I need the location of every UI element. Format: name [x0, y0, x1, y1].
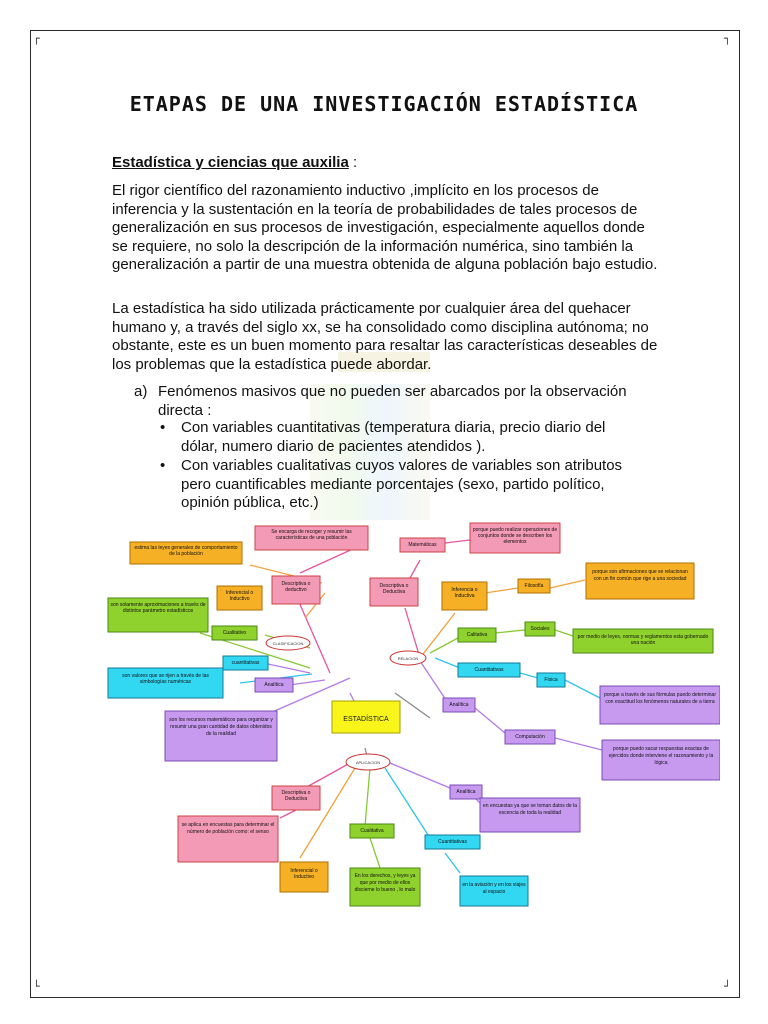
- node-analitica3-label: Analítica: [456, 789, 476, 795]
- node-calitativa-label: Calitativa: [466, 632, 488, 638]
- list-item-text: Fenómenos masivos que no pueden ser abarcados por la observación directa :: [158, 383, 627, 419]
- node-cuantitativas2-label: Cuantitativas: [474, 667, 504, 673]
- list-marker: a): [134, 383, 148, 400]
- node-operaciones-label: porque puedo realizar operaciones de conjuntos donde se describen los elementos: [472, 527, 558, 545]
- bullet-icon: •: [160, 457, 166, 474]
- node-recursos-label: son los recursos matemáticos para organizar y resumir una gran cantidad de datos obtenidos de la realidad: [169, 717, 273, 737]
- corner-ornament-top-right: ┐: [724, 32, 731, 45]
- paragraph-1: El rigor científico del razonamiento inductivo ,implícito en los procesos de inferencia y la sustentación en la teoría de probabilidades de tales procesos de generalización en sus procesos de investigación, especialmente aquellos donde se requiere, no solo la descripción de la información numérica, sino también la generalización a partir de una muestra obtenida de alguna población bajo estudio.: [112, 182, 658, 273]
- node-descriptiva2-label: Descriptiva o Deductiva: [379, 583, 409, 595]
- node-descriptiva3-label: Descriptiva o Deductiva: [281, 790, 311, 802]
- paragraph-2: La estadística ha sido utilizada prácticamente por cualquier área del quehacer humano y, a través del siglo xx, se ha consolidado como disciplina autónoma; no obstante, este es un buen momento para resaltar las características deseables de los problemas que la estadística puede abordar.: [112, 300, 658, 373]
- node-cuantitativas1-label: cuantitativas: [231, 660, 260, 666]
- bullet-icon: •: [160, 419, 166, 436]
- node-respuestas-label: porque puedo sacar respuestas exactas de ejercidos donde interviene el razonamiento y la lógica: [608, 746, 714, 766]
- center-label: ESTADÍSTICA: [343, 716, 389, 723]
- bullet-text: Con variables cuantitativas (temperatura diaria, precio diario del dólar, numero diario de pacientes atendidos ).: [181, 419, 606, 455]
- concept-map: [100, 518, 720, 908]
- node-encuestas1-label: se aplica en encuestas para determinar el número de población como: el senso: [181, 822, 275, 835]
- bullet-item: [160, 419, 640, 456]
- node-aviacion-label: en la aviación y en los viajes al espacio: [462, 882, 526, 895]
- bullet-text: Con variables cualitativas cuyos valores de variables son atributos pero cuantificables mediante porcentajes (sexo, partido político, opinión pública, etc.): [181, 457, 623, 511]
- subheading-label: Estadística y ciencias que auxilia: [112, 154, 349, 171]
- node-estima-label: estima las leyes generales de comportamiento de la población: [134, 545, 238, 557]
- node-leyes-label: por medio de leyes, normas y reglamentos esta gobernado una nación: [577, 634, 709, 646]
- node-cuantitativas3-label: Cuantitativas: [438, 839, 467, 845]
- node-matematicas-label: Matemáticas: [408, 542, 437, 548]
- node-sociales-label: Sociales: [530, 626, 550, 632]
- node-encuestas2-label: en encuestas ya que se toman datos de la escencia de toda la realidad: [483, 803, 577, 816]
- corner-ornament-bottom-right: ┘: [724, 980, 731, 993]
- node-computacion-label: Computación: [515, 734, 545, 740]
- node-filosofia-label: Filosofía: [524, 583, 544, 589]
- node-afirmaciones-label: porque son afirmaciones que se relacionan con un fin común que rige a una sociedad: [592, 569, 688, 582]
- node-formulas-label: porque a través de sus fórmulas puedo determinar con exactitud los fenómenos naturales de a tierra: [603, 692, 716, 705]
- hub-right-label: RELACION: [397, 656, 419, 661]
- node-inferencial3-label: Inferencial o Inductivo: [290, 868, 318, 880]
- hub-left-label: CLASIFICACION: [272, 641, 304, 646]
- node-cualitativa3-label: Cualitativa: [360, 828, 384, 834]
- node-descriptiva1-label: Descriptiva o deductivo: [281, 581, 311, 593]
- node-fisica-label: Física: [544, 677, 558, 683]
- node-analitica1-label: Analítica: [264, 682, 284, 688]
- node-aproximaciones-label: son solamente aproximaciones a través de distintos parámetro estadísticos: [110, 602, 206, 614]
- bullet-item: [160, 457, 640, 513]
- node-analitica2-label: Analítica: [449, 702, 469, 708]
- corner-ornament-bottom-left: └: [33, 980, 40, 993]
- subheading-suffix: :: [348, 154, 358, 171]
- document-title: ETAPAS DE UNA INVESTIGACIÓN ESTADÍSTICA: [129, 92, 639, 116]
- node-valores-label: son valores que se rijen a través de las simbologías numéricas: [122, 673, 209, 685]
- node-derechos-label: En los derechos, y leyes ya que por medio de ellos discierne lo bueno , lo malo: [354, 873, 416, 893]
- section-subheading: [112, 154, 357, 171]
- node-inferencial2-label: Inferencia o Inductiva: [451, 587, 478, 599]
- node-inferencial1-label: Inferencial o Inductivo: [225, 590, 254, 602]
- bullet-list: [160, 419, 640, 514]
- node-cualitativo1-label: Cualitativo: [222, 630, 247, 636]
- node-recoger-label: Se encarga de recoger y resumir las características de una población: [271, 529, 352, 541]
- hub-bottom-label: APLICACION: [355, 760, 381, 765]
- corner-ornament-top-left: ┌: [33, 32, 40, 45]
